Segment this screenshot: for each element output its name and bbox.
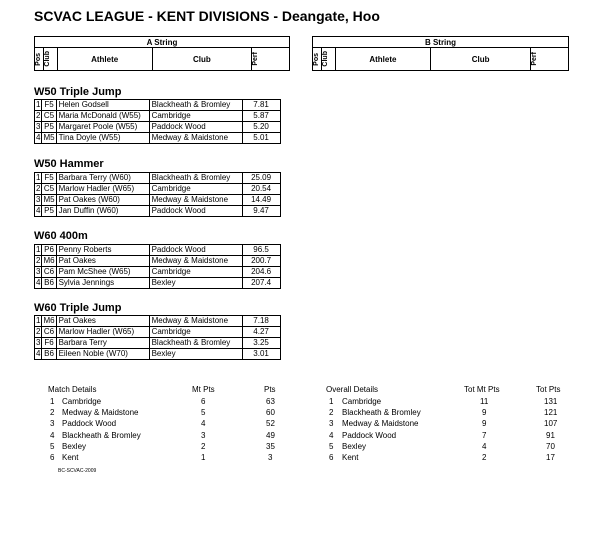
- club-header: Club: [152, 48, 251, 71]
- perf-cell: 200.7: [242, 256, 280, 267]
- club-cell: Paddock Wood: [149, 245, 242, 256]
- event-title: W50 Triple Jump: [34, 86, 122, 98]
- tot-mt-pts: 2: [482, 453, 487, 462]
- athlete-cell: Marlow Hadler (W65): [56, 327, 149, 338]
- pos-cell: 2: [36, 111, 41, 120]
- club-name: Cambridge: [62, 397, 102, 406]
- pos-cell: 1: [36, 316, 41, 325]
- event-results-table: [34, 244, 281, 289]
- pos-header: Pos: [35, 52, 42, 66]
- code-cell: P5: [42, 206, 56, 217]
- event-title: W60 400m: [34, 230, 88, 242]
- tot-pts: 107: [544, 419, 558, 428]
- code-cell: B6: [42, 349, 56, 360]
- table-row: [35, 256, 281, 267]
- athlete-header: Athlete: [57, 48, 152, 71]
- code-cell: C6: [43, 267, 55, 276]
- club-name: Medway & Maidstone: [342, 419, 419, 428]
- club-cell: Medway & Maidstone: [149, 133, 242, 144]
- code-cell: F5: [42, 100, 56, 111]
- pts: 49: [266, 431, 275, 440]
- mt-pts-heading: Mt Pts: [192, 385, 215, 394]
- event-results-table: [34, 172, 281, 217]
- b-string-label: B String: [313, 37, 569, 48]
- club-cell: Medway & Maidstone: [149, 195, 242, 206]
- pos-cell: 4: [36, 206, 41, 215]
- club-cell: Medway & Maidstone: [149, 316, 242, 327]
- athlete-cell: Barbara Terry: [56, 338, 149, 349]
- club-cell: Bexley: [149, 278, 242, 289]
- athlete-cell: Maria McDonald (W55): [56, 111, 149, 122]
- tot-pts: 121: [544, 408, 558, 417]
- code-cell: F6: [42, 338, 56, 349]
- code-cell: M5: [43, 133, 55, 142]
- perf-cell: 14.49: [242, 195, 280, 206]
- perf-cell: 5.01: [242, 133, 280, 144]
- table-row: [35, 267, 281, 278]
- table-row: [35, 122, 281, 133]
- rank: 3: [329, 419, 334, 428]
- club-name: Bexley: [342, 442, 367, 451]
- code-cell: C5: [43, 111, 55, 120]
- mt-pts: 6: [201, 397, 206, 406]
- perf-cell: 3.25: [242, 338, 280, 349]
- code-cell: M5: [43, 195, 55, 204]
- club-cell: Paddock Wood: [149, 206, 242, 217]
- club-name: Cambridge: [342, 397, 382, 406]
- tot-pts: 91: [546, 431, 555, 440]
- tot-pts-heading: Tot Pts: [536, 385, 561, 394]
- athlete-cell: Sylvia Jennings: [56, 278, 149, 289]
- a-string-header: [34, 36, 290, 71]
- athlete-cell: Pat Oakes (W60): [56, 195, 149, 206]
- pos-cell: 3: [36, 122, 41, 131]
- pos-cell: 2: [36, 256, 41, 265]
- table-row: [35, 195, 281, 206]
- page-title: SCVAC LEAGUE - KENT DIVISIONS - Deangate, Hoo: [34, 8, 380, 24]
- rank: 1: [50, 397, 55, 406]
- mt-pts: 2: [201, 442, 206, 451]
- table-row: [35, 173, 281, 184]
- tot-mt-pts: 4: [482, 442, 487, 451]
- pos-cell: 4: [36, 133, 41, 142]
- club-cell: Cambridge: [149, 111, 242, 122]
- table-row: [35, 338, 281, 349]
- mt-pts: 4: [201, 419, 206, 428]
- perf-header: Perf: [530, 52, 538, 66]
- perf-cell: 96.5: [242, 245, 280, 256]
- athlete-cell: Pat Oakes: [56, 316, 149, 327]
- athlete-cell: Pat Oakes: [56, 256, 149, 267]
- athlete-header: Athlete: [335, 48, 431, 71]
- perf-header: Perf: [252, 52, 260, 66]
- club-cell: Cambridge: [149, 267, 242, 278]
- code-cell: M6: [43, 316, 55, 325]
- event-results-table: [34, 315, 281, 360]
- pts-heading: Pts: [264, 385, 276, 394]
- pts: 35: [266, 442, 275, 451]
- table-row: [35, 111, 281, 122]
- event-title: W50 Hammer: [34, 158, 104, 170]
- code-cell: C5: [43, 184, 55, 193]
- code-cell: B6: [42, 278, 56, 289]
- table-row: [35, 349, 281, 360]
- club-name: Paddock Wood: [342, 431, 397, 440]
- perf-cell: 3.01: [242, 349, 280, 360]
- pts: 3: [268, 453, 273, 462]
- tot-pts: 17: [546, 453, 555, 462]
- athlete-cell: Helen Godsell: [56, 100, 149, 111]
- club-cell: Cambridge: [149, 184, 242, 195]
- club-code-header: Club: [322, 51, 330, 67]
- pos-cell: 3: [36, 338, 41, 347]
- mt-pts: 5: [201, 408, 206, 417]
- code-cell: F5: [42, 173, 56, 184]
- tot-mt-pts: 9: [482, 419, 487, 428]
- rank: 2: [50, 408, 55, 417]
- rank: 3: [50, 419, 55, 428]
- table-row: [35, 133, 281, 144]
- overall-details-heading: Overall Details: [326, 385, 379, 394]
- pos-cell: 4: [36, 278, 41, 287]
- rank: 6: [50, 453, 55, 462]
- club-cell: Medway & Maidstone: [149, 256, 242, 267]
- pos-cell: 2: [36, 327, 41, 336]
- table-row: [35, 327, 281, 338]
- rank: 6: [329, 453, 334, 462]
- pos-cell: 1: [36, 100, 41, 109]
- club-cell: Blackheath & Bromley: [149, 173, 242, 184]
- b-string-header: [312, 36, 569, 71]
- tot-mt-pts: 7: [482, 431, 487, 440]
- rank: 5: [329, 442, 334, 451]
- code-cell: P6: [42, 245, 56, 256]
- club-cell: Cambridge: [149, 327, 242, 338]
- club-header: Club: [431, 48, 531, 71]
- rank: 1: [329, 397, 334, 406]
- tot-mt-pts: 11: [480, 397, 489, 406]
- perf-cell: 25.09: [242, 173, 280, 184]
- club-cell: Paddock Wood: [149, 122, 242, 133]
- pos-cell: 1: [36, 245, 41, 254]
- athlete-cell: Pam McShee (W65): [56, 267, 149, 278]
- club-name: Medway & Maidstone: [62, 408, 139, 417]
- mt-pts: 3: [201, 431, 206, 440]
- tot-mt-pts-heading: Tot Mt Pts: [464, 385, 500, 394]
- pts: 63: [266, 397, 275, 406]
- athlete-cell: Margaret Poole (W55): [56, 122, 149, 133]
- athlete-cell: Jan Duffin (W60): [56, 206, 149, 217]
- athlete-cell: Tina Doyle (W55): [56, 133, 149, 144]
- table-row: [35, 245, 281, 256]
- tot-pts: 70: [546, 442, 555, 451]
- tot-pts: 131: [544, 397, 558, 406]
- perf-cell: 7.18: [242, 316, 280, 327]
- athlete-cell: Eileen Noble (W70): [56, 349, 149, 360]
- pos-cell: 1: [36, 173, 41, 182]
- rank: 4: [329, 431, 334, 440]
- pos-cell: 4: [36, 349, 41, 358]
- pos-cell: 2: [36, 184, 41, 193]
- club-name: Blackheath & Bromley: [62, 431, 141, 440]
- club-code-header: Club: [44, 51, 52, 67]
- perf-cell: 204.6: [242, 267, 280, 278]
- perf-cell: 7.81: [242, 100, 280, 111]
- table-row: [35, 100, 281, 111]
- club-name: Paddock Wood: [62, 419, 117, 428]
- rank: 2: [329, 408, 334, 417]
- tot-mt-pts: 9: [482, 408, 487, 417]
- table-row: [35, 278, 281, 289]
- table-row: [35, 184, 281, 195]
- rank: 5: [50, 442, 55, 451]
- pos-header: Pos: [313, 52, 320, 66]
- event-title: W60 Triple Jump: [34, 302, 122, 314]
- athlete-cell: Barbara Terry (W60): [56, 173, 149, 184]
- club-cell: Bexley: [149, 349, 242, 360]
- club-name: Blackheath & Bromley: [342, 408, 421, 417]
- pts: 60: [266, 408, 275, 417]
- code-cell: M6: [43, 256, 55, 265]
- mt-pts: 1: [201, 453, 206, 462]
- athlete-cell: Penny Roberts: [56, 245, 149, 256]
- club-name: Kent: [62, 453, 79, 462]
- table-row: [35, 206, 281, 217]
- pts: 52: [266, 419, 275, 428]
- table-row: [35, 316, 281, 327]
- perf-cell: 5.20: [242, 122, 280, 133]
- perf-cell: 9.47: [242, 206, 280, 217]
- perf-cell: 207.4: [242, 278, 280, 289]
- perf-cell: 20.54: [242, 184, 280, 195]
- athlete-cell: Marlow Hadler (W65): [56, 184, 149, 195]
- club-cell: Blackheath & Bromley: [149, 100, 242, 111]
- code-cell: P5: [42, 122, 56, 133]
- footer-code: BC-SCVAC-2009: [58, 468, 97, 474]
- pos-cell: 3: [36, 267, 41, 276]
- event-results-table: [34, 99, 281, 144]
- club-name: Bexley: [62, 442, 87, 451]
- code-cell: C6: [43, 327, 55, 336]
- club-name: Kent: [342, 453, 359, 462]
- rank: 4: [50, 431, 55, 440]
- a-string-label: A String: [35, 37, 290, 48]
- match-details-heading: Match Details: [48, 385, 97, 394]
- pos-cell: 3: [36, 195, 41, 204]
- perf-cell: 4.27: [242, 327, 280, 338]
- perf-cell: 5.87: [242, 111, 280, 122]
- club-cell: Blackheath & Bromley: [149, 338, 242, 349]
